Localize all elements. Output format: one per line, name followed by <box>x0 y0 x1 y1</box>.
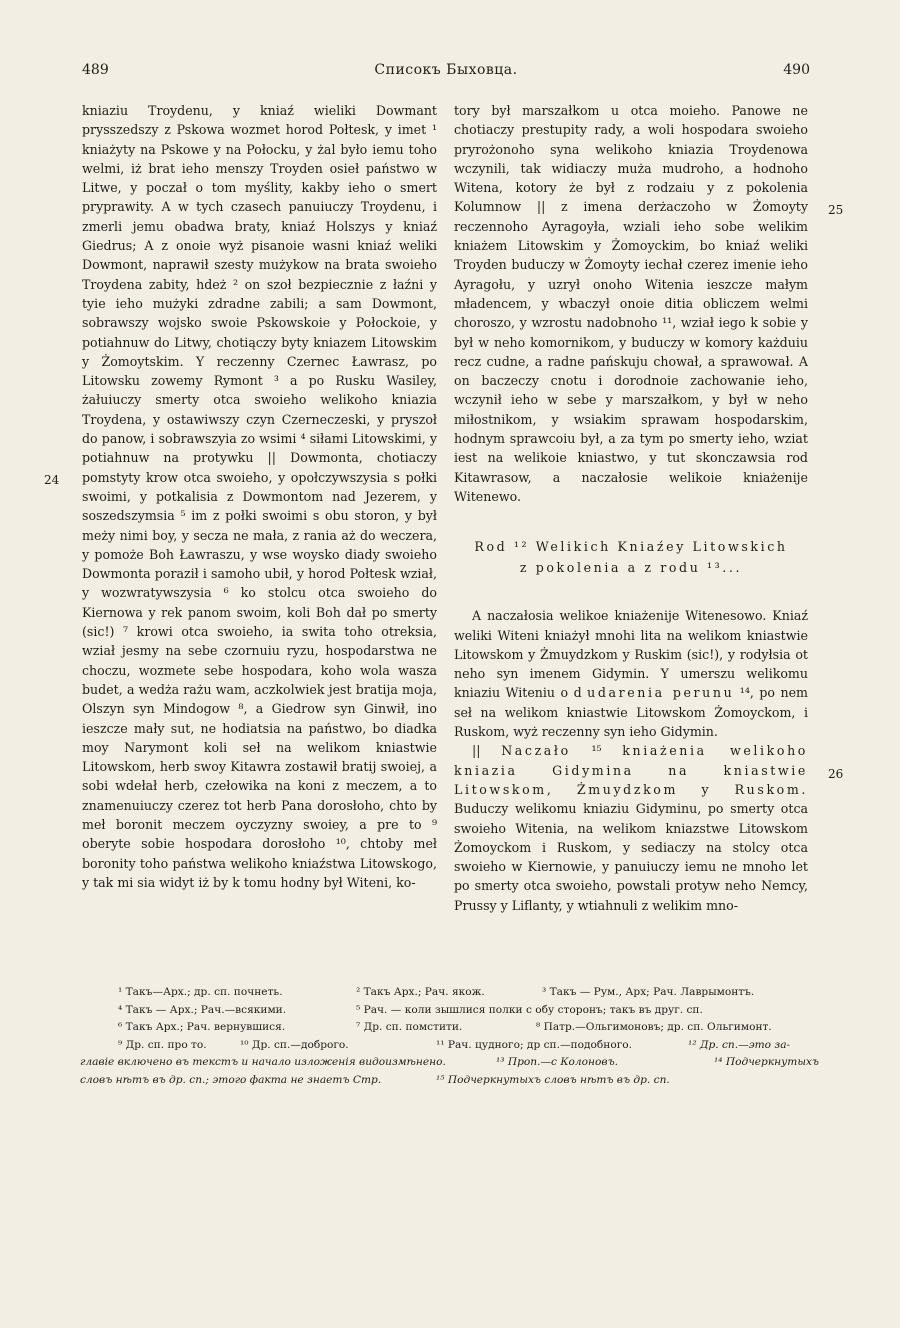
emphasized-text: kniażenia welikoho kniazia Gidymina na kniastwie Litowskom, Żmuydzkom y Ruskom. <box>454 743 808 797</box>
margin-number-24: 24 <box>44 473 60 487</box>
right-column <box>454 101 808 915</box>
margin-number-25: 25 <box>828 203 844 217</box>
section-heading-line-1: Rod ¹² Welikich Kniaźey Litowskich <box>474 539 788 555</box>
footnote: ¹ Такъ—Арх.; др. сп. почнеть. <box>118 986 283 998</box>
left-paragraph: kniaziu Troydenu, y kniaź wieliki Dowmant prysszedszy z Pskowa wozmet horod Połtesk, y imet ¹ kniażyty na Pskowe y na Połocku, y żal było iemu toho welmi, iż brat ieho menszy Troyden osieł państwo w Litwe, y poczał o tom myślity, kakby ieho o smert pryprawity. A w tych czasech panuiuczy Troydenu, i zmerli jemu obadwa braty, kniaź Holszys y kniaź Giedrus; A z onoie wyż pisanoie wasni kniaź weliki Dowmont, naprawił szesty mużykow na brata swoieho Troydena zabity, hdeż ² on szoł bezpiecznie z łaźni y tyie ieho mużyki zdradne zabili; a sam Dowmont, sobrawszy wojsko swoie Pskowskoie y Połockoie, y potiahnuw do Litwy, chotiączy byty kniazem Litowskim y Żomoytskim. Y reczenny Czernec Ławrasz, po Litowsku zowemy Rymont ³ a po Rusku Wasiley, żałuiuczy smerty otca swoieho welikoho kniazia Troydena, y ostawiwszy czyn Czerneczeski, y pryszoł do panow, i sobrawszyia zo wsimi ⁴ siłami Litowskimi, y potiahnuw na protywku || Dowmonta, chotiaczy pomstyty krow otca swoieho, y opołczywszysia s połki swoimi, y potkalisia z Dowmontom nad Jezerem, y soszedszymsia ⁵ im z połki swoimi s obu storon, y był meży nimi boy, y secza ne mała, z rania aż do weczera, y pomoże Boh Ławraszu, y wse woysko diady swoieho Dowmonta poraził i samoho ubił, y horod Połtesk wział, y wozwratywszysia ⁶ ko stolcu otca swoieho do Kiernowa y rek panom swoim, koli Boh dał po smerty (sic!) ⁷ krowi otca swoieho, ia swita toho otreksia, wział jesmy na sebe czornuiu ryzu, hospodarstwa ne choczu, wozmete sebe hospodara, koho wola wasza budet, a wedża rażu wam, aczkolwiek jest bratija moja, Olszyn syn Mindogow ⁸, a Giedrow syn Ginwił, ino ieszcze mały sut, ne hodiatsia na państwo, bo diadka moy Narymont koli seł na welikom kniastwie Litowskom, herb swoy Kitawra zostawił bratij swoiej, a sobi wdełał herb, czełowika na koni z meczem, a to znamenuiuczy czerez tot herb Pana dorosłoho, chto by meł boronit meczem oyczyzny swoiey, a pre to ⁹ oberyte sobie hospodara dorosłoho ¹⁰, chtoby meł boronity toho państwa welikoho kniaźstwa Litowskogo, y tak mi sia widyt iż by k tomu hodny był Witeni, ko- <box>82 103 437 890</box>
footnote-line <box>80 1072 810 1090</box>
footnote: ⁸ Патр.—Ольгимоновъ; др. сп. Ольгимонт. <box>536 1021 772 1034</box>
right-page-number: 490 <box>783 62 810 78</box>
margin-number-26: 26 <box>828 767 844 781</box>
running-header <box>82 62 810 82</box>
footnote-line <box>80 984 810 1002</box>
footnotes <box>80 984 819 1090</box>
footnote: ¹³ Проп.—с Колоновъ. <box>496 1056 618 1069</box>
paragraph-text: ¹⁵ <box>570 743 623 759</box>
right-paragraph-3 <box>454 741 808 915</box>
left-column <box>82 101 437 892</box>
section-heading <box>454 536 808 578</box>
footnote: ¹¹ Рач. цудного; др сп.—подобного. <box>436 1038 632 1051</box>
paragraph-text: Buduczy welikomu kniaziu Gidyminu, po smerty otca swoieho Witenia, na welikom kniazstwe Litowskom Żomoyckom i Ruskom, y sediaczy na stolcy otca swoieho w Kiernowie, y panuiuczy iemu ne mnoho let po smerty otca swoieho, powstali protyw neho Nemcy, Prussy y Liflanty, y wtiahnuli z welikim mno- <box>454 801 808 913</box>
footnote: ² Такъ Арх.; Рач. якож. <box>356 986 485 998</box>
section-heading-line-2: z pokolenia a z rodu ¹³... <box>519 560 743 576</box>
paragraph-text: ¹⁴, po nem seł na welikom kniastwie Litowskom Żomoyckom, i Ruskom, wyż reczenny syn ieho Gidymin. <box>454 685 808 740</box>
right-paragraph-1: tory był marszałkom u otca moieho. Panowe ne chotiaczy prestupity rady, a woli hospodara swoieho pryrożonoho syna welikoho kniazia Troydenowa wczynili, tak widiaczy muża mudroho, a hodnoho Witena, kotory że był z rodzaiu y z pokolenia Kolumnow || z imena derżaczoho w Żomoyty reczennoho Ayragoyła, wziali ieho sobe welikim kniażem Litowskim y Żomoyckim, bo kniaź weliki Troyden buduczy w Żomoyty iechał czerez imenie ieho Ayragołu, y uzrył onoho Witenia ieszcze małym mładencem, y wbaczył onoie ditia obliczem welmi choroszo, y wzrostu nadobnoho ¹¹, wział iego k sobie y był w neho komornikom, y buduczy w komory każduiu recz cudne, a radne pańskuju chował, a sprawował. A on baczeczy cnotu i dorodnoie zachowanie ieho, wczynił ieho w sebe y marszałkom, y był w neho miłostnikom, y wsiakim sprawam hospodarskim, hodnym sprawcoiu był, a za tym po smerty ieho, wziat iest na welikoie kniastwo, y tut skonczawsia rod Kitawrasow, a naczałosie welikoie kniażenije Witenewo. <box>454 103 808 504</box>
footnote: главіе включено въ текстъ и начало изложенія видоизмѣнено. <box>80 1056 446 1069</box>
paragraph-text: || <box>472 743 502 759</box>
footnote: ¹² Др. сп.—это за- <box>688 1038 791 1051</box>
footnote: ³ Такъ — Рум., Арх; Рач. Лаврымонтъ. <box>542 986 755 998</box>
footnote: ⁷ Др. сп. помстити. <box>356 1021 463 1034</box>
footnote: ⁵ Рач. — коли зышлися полки с обу сторонъ; такъ въ друг. сп. <box>356 1003 703 1016</box>
footnote-line <box>80 1054 819 1072</box>
emphasized-text: udarenia perunu <box>587 685 735 701</box>
footnote: ⁶ Такъ Арх.; Рач. вернувшися. <box>118 1021 286 1034</box>
footnote-line <box>80 1019 810 1037</box>
right-paragraph-2 <box>454 606 808 741</box>
footnote: словъ нѣтъ въ др. сп.; этого факта не знаетъ Стр. <box>80 1073 382 1086</box>
footnote: ¹⁵ Подчеркнутыхъ словъ нѣтъ въ др. сп. <box>436 1073 670 1086</box>
left-page-number: 489 <box>82 62 109 78</box>
emphasized-text: Naczało <box>501 743 571 759</box>
footnote: ¹⁰ Др. сп.—доброго. <box>240 1038 349 1051</box>
paragraph-text: A naczałosia welikoe kniażenije Witenesowo. Kniaź weliki Witeni kniażył mnohi lita na welikom kniastwie Litowskom y Żmuydzkom y Ruskim (sic!), y rodyłsia ot neho syn imenem Gidymin. Y umerszu welikomu kniaziu Witeniu o d <box>454 608 808 701</box>
footnote-line <box>80 1037 810 1055</box>
footnote: ⁹ Др. сп. про то. <box>118 1038 207 1051</box>
running-title: Списокъ Быховца. <box>374 62 518 78</box>
footnote: ⁴ Такъ — Арх.; Рач.—всякими. <box>118 1003 287 1016</box>
footnote-line <box>80 1002 810 1020</box>
footnote: ¹⁴ Подчеркнутыхъ <box>714 1056 819 1069</box>
